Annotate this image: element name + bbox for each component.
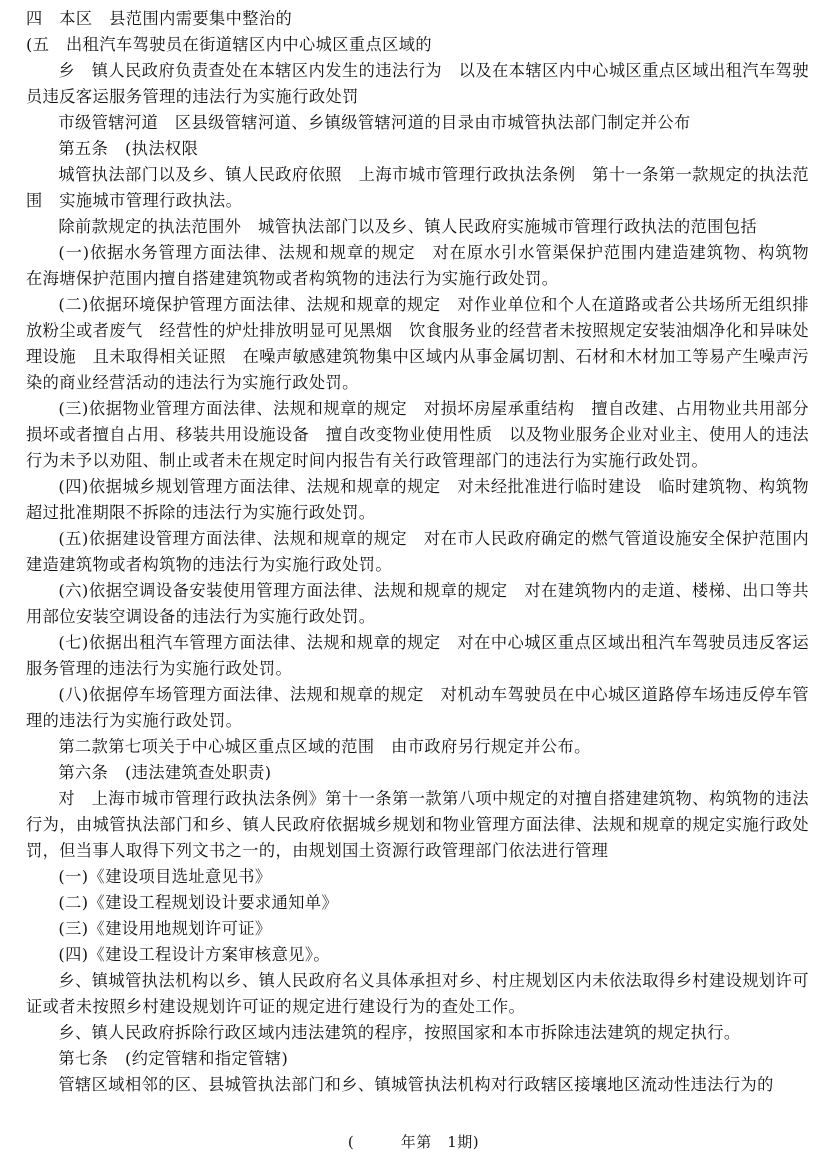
list-item-7: (七)依据出租汽车管理方面法律、法规和规章的规定 对在中心城区重点区域出租汽车驾驶员违反客运服务管理的违法行为实施行政处罚。: [26, 633, 809, 678]
paragraph-p02: (五 出租汽车驾驶员在街道辖区内中心城区重点区域的: [26, 35, 433, 54]
document-list-item-3: (三)《建设用地规划许可证》: [58, 919, 272, 938]
paragraph-p03: 乡 镇人民政府负责查处在本辖区内发生的违法行为 以及在本辖区内中心城区重点区域出租汽车驾驶员违反客运服务管理的违法行为实施行政处罚: [26, 61, 809, 106]
paragraph-p06: 城管执法部门以及乡、镇人民政府依照 上海市城市管理行政执法条例 第十一条第一款规定的执法范围 实施城市管理行政执法。: [26, 165, 809, 210]
list-item-6: (六)依据空调设备安装使用管理方面法律、法规和规章的规定 对在建筑物内的走道、楼梯、出口等共用部位安装空调设备的违法行为实施行政处罚。: [26, 581, 809, 626]
paragraph-p01: 四 本区 县范围内需要集中整治的: [26, 9, 293, 28]
document-list-item-4: (四)《建设工程设计方案审核意见》。: [58, 945, 331, 964]
document-list-item-2: (二)《建设工程规划设计要求通知单》: [58, 893, 339, 912]
article-heading-5: 第五条 (执法权限: [58, 139, 199, 158]
paragraph-p26: 管辖区域相邻的区、县城管执法部门和乡、镇城管执法机构对行政辖区接壤地区流动性违法行为的: [58, 1075, 774, 1094]
list-item-4: (四)依据城乡规划管理方面法律、法规和规章的规定 对未经批准进行临时建设 临时建筑物、构筑物超过批准期限不拆除的违法行为实施行政处罚。: [26, 477, 809, 522]
list-item-1: (一)依据水务管理方面法律、法规和规章的规定 对在原水引水管渠保护范围内建造建筑物、构筑物 在海塘保护范围内擅自搭建建筑物或者构筑物的违法行为实施行政处罚。: [26, 243, 826, 288]
article-heading-6: 第六条 (违法建筑查处职责): [58, 763, 272, 782]
paragraph-p18: 对 上海市城市管理行政执法条例》第十一条第一款第八项中规定的对擅自搭建建筑物、构筑物的违法行为，由城管执法部门和乡、镇人民政府依据城乡规划和物业管理方面法律、法规和规章的规定实施行政处罚，但当事人取得下列文书之一的，由规划国土资源行政管理部门依法进行管理: [26, 789, 809, 860]
list-item-3: (三)依据物业管理方面法律、法规和规章的规定 对损坏房屋承重结构 擅自改建、占用物业共用部分 损坏或者擅自占用、移装共用设施设备 擅自改变物业使用性质 以及物业服务企业对业主、使用人的违法行为未予以劝阻、制止或者未在规定时间内报告有关行政管理部门的违法行为实施行政处罚。: [26, 399, 826, 470]
paragraph-p04: 市级管辖河道 区县级管辖河道、乡镇级管辖河道的目录由市城管执法部门制定并公布: [58, 113, 691, 132]
list-item-5: (五)依据建设管理方面法律、法规和规章的规定 对在市人民政府确定的燃气管道设施安全保护范围内 建造建筑物或者构筑物的违法行为实施行政处罚。: [26, 529, 826, 574]
article-heading-7: 第七条 (约定管辖和指定管辖): [58, 1049, 289, 1068]
list-item-2: (二)依据环境保护管理方面法律、法规和规章的规定 对作业单位和个人在道路或者公共场所无组织排放粉尘或者废气 经营性的炉灶排放明显可见黑烟 饮食服务业的经营者未按照规定安装油烟净化和异味处理设施 且未取得相关证照 在噪声敏感建筑物集中区域内从事金属切割、石材和木材加工等易产生噪声污染的商业经营活动的违法行为实施行政处罚。: [26, 295, 809, 392]
document-body: [26, 6, 826, 1098]
paragraph-p23: 乡、镇城管执法机构以乡、镇人民政府名义具体承担对乡、村庄规划区内未依法取得乡村建设规划许可证或者未按照乡村建设规划许可证的规定进行建设行为的查处工作。: [26, 971, 809, 1016]
paragraph-p07: 除前款规定的执法范围外 城管执法部门以及乡、镇人民政府实施城市管理行政执法的范围包括: [58, 217, 758, 236]
paragraph-p24: 乡、镇人民政府拆除行政区域内违法建筑的程序，按照国家和本市拆除违法建筑的规定执行。: [58, 1023, 741, 1042]
paragraph-p16: 第二款第七项关于中心城区重点区域的范围 由市政府另行规定并公布。: [58, 737, 591, 756]
page-footer: ( 年第 1期): [347, 1133, 480, 1151]
document-list-item-1: (一)《建设项目选址意见书》: [58, 867, 272, 886]
list-item-8: (八)依据停车场管理方面法律、法规和规章的规定 对机动车驾驶员在中心城区道路停车场违反停车管理的违法行为实施行政处罚。: [26, 685, 809, 730]
